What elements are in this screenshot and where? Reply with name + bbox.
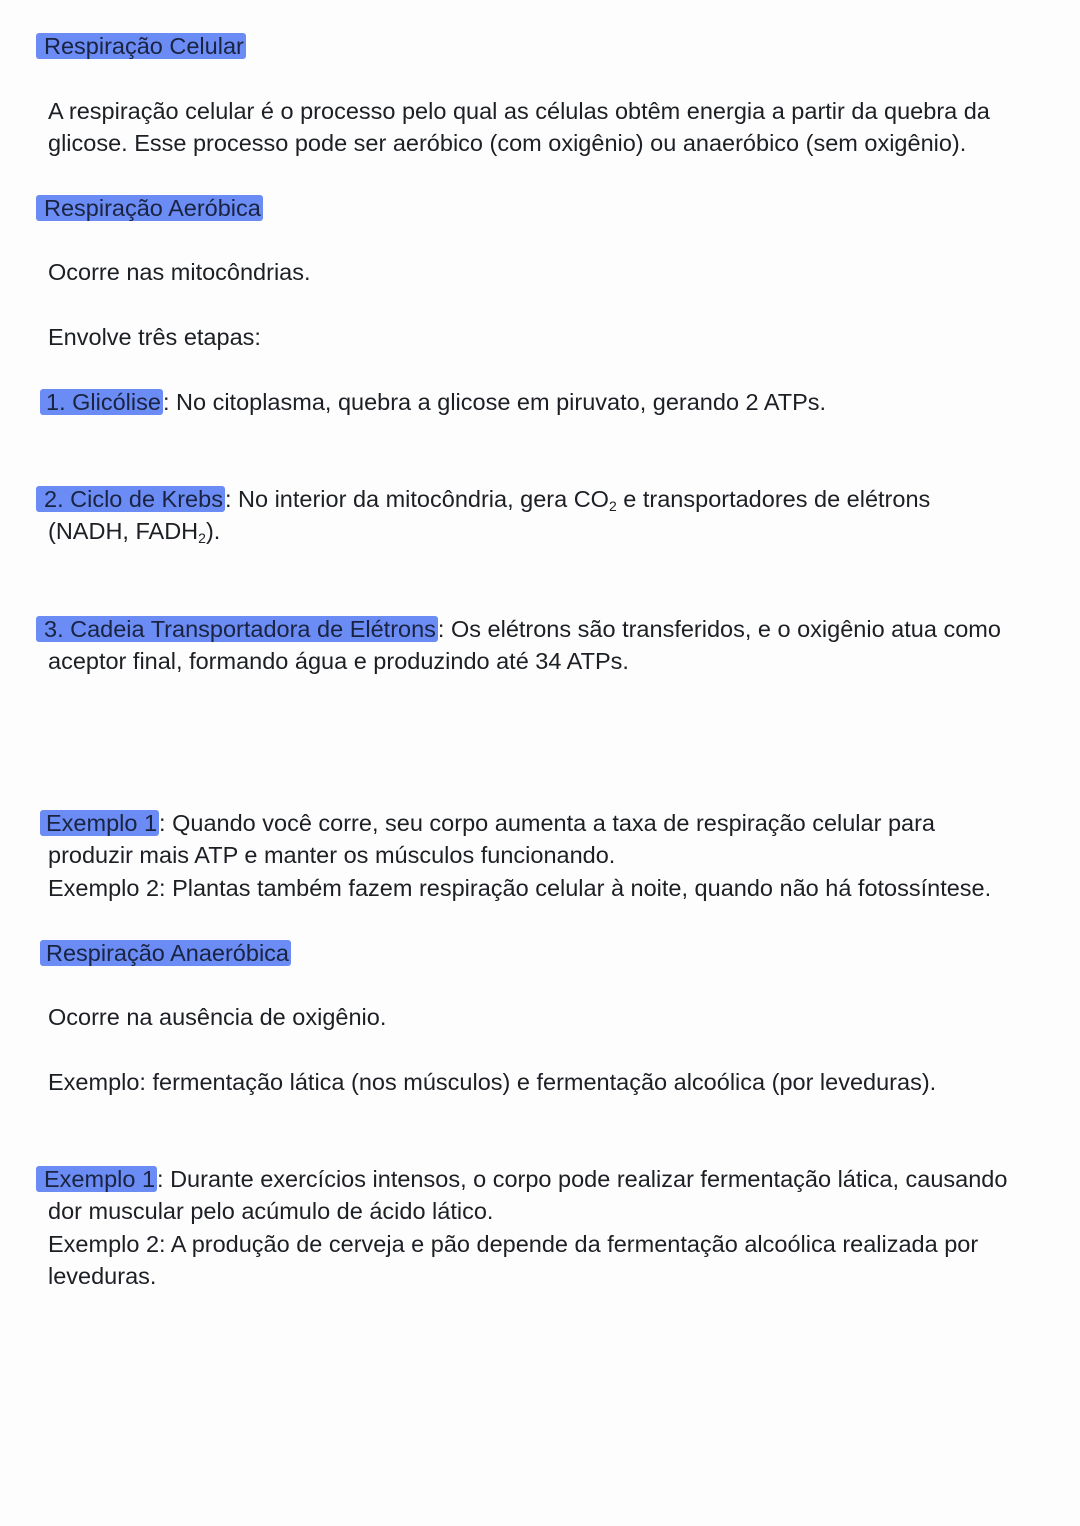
aerobic-location: Ocorre nas mitocôndrias.: [48, 259, 311, 285]
anaerobic-example-2: Exemplo 2: A produção de cerveja e pão depende da fermentação alcoólica realizada por: [48, 1231, 979, 1257]
anaerobic-example-1: Exemplo 1: Durante exercícios intensos, o corpo pode realizar fermentação lática, causando: [48, 1163, 1007, 1195]
anaerobic-example-1-line-2: dor muscular pelo acúmulo de ácido lático.: [48, 1198, 494, 1224]
stage-electron-chain-line-2: aceptor final, formando água e produzindo até 34 ATPs.: [48, 648, 629, 674]
intro-line-2: glicose. Esse processo pode ser aeróbico (com oxigênio) ou anaeróbico (sem oxigênio).: [48, 130, 967, 156]
intro-line-1: A respiração celular é o processo pelo qual as células obtêm energia a partir da quebra da: [48, 98, 990, 124]
anaerobic-example-2-line-2: leveduras.: [48, 1263, 157, 1289]
anaerobic-heading: Respiração Anaeróbica: [48, 937, 291, 969]
aerobic-heading: Respiração Aeróbica: [48, 192, 263, 224]
stage-krebs: 2. Ciclo de Krebs: No interior da mitocôndria, gera $CO_2$ e transportadores de elétrons: [48, 483, 930, 515]
anaerobic-example: Exemplo: fermentação lática (nos músculos) e fermentação alcoólica (por leveduras).: [48, 1069, 937, 1095]
aerobic-example-1-line-2: produzir mais ATP e manter os músculos funcionando.: [48, 842, 616, 868]
aerobic-example-1: Exemplo 1: Quando você corre, seu corpo aumenta a taxa de respiração celular para: [48, 807, 935, 839]
anaerobic-location: Ocorre na ausência de oxigênio.: [48, 1004, 387, 1030]
stage-krebs-line-2: (NADH, $FADH_2$).: [48, 518, 221, 546]
aerobic-stages-intro: Envolve três etapas:: [48, 324, 261, 350]
page-title: Respiração Celular: [48, 30, 246, 62]
stage-glicolise: 1. Glicólise: No citoplasma, quebra a glicose em piruvato, gerando 2 ATPs.: [48, 386, 826, 418]
aerobic-example-2: Exemplo 2: Plantas também fazem respiração celular à noite, quando não há fotossíntese.: [48, 875, 992, 901]
stage-electron-chain: 3. Cadeia Transportadora de Elétrons: Os elétrons são transferidos, e o oxigênio atua como: [48, 613, 1001, 645]
